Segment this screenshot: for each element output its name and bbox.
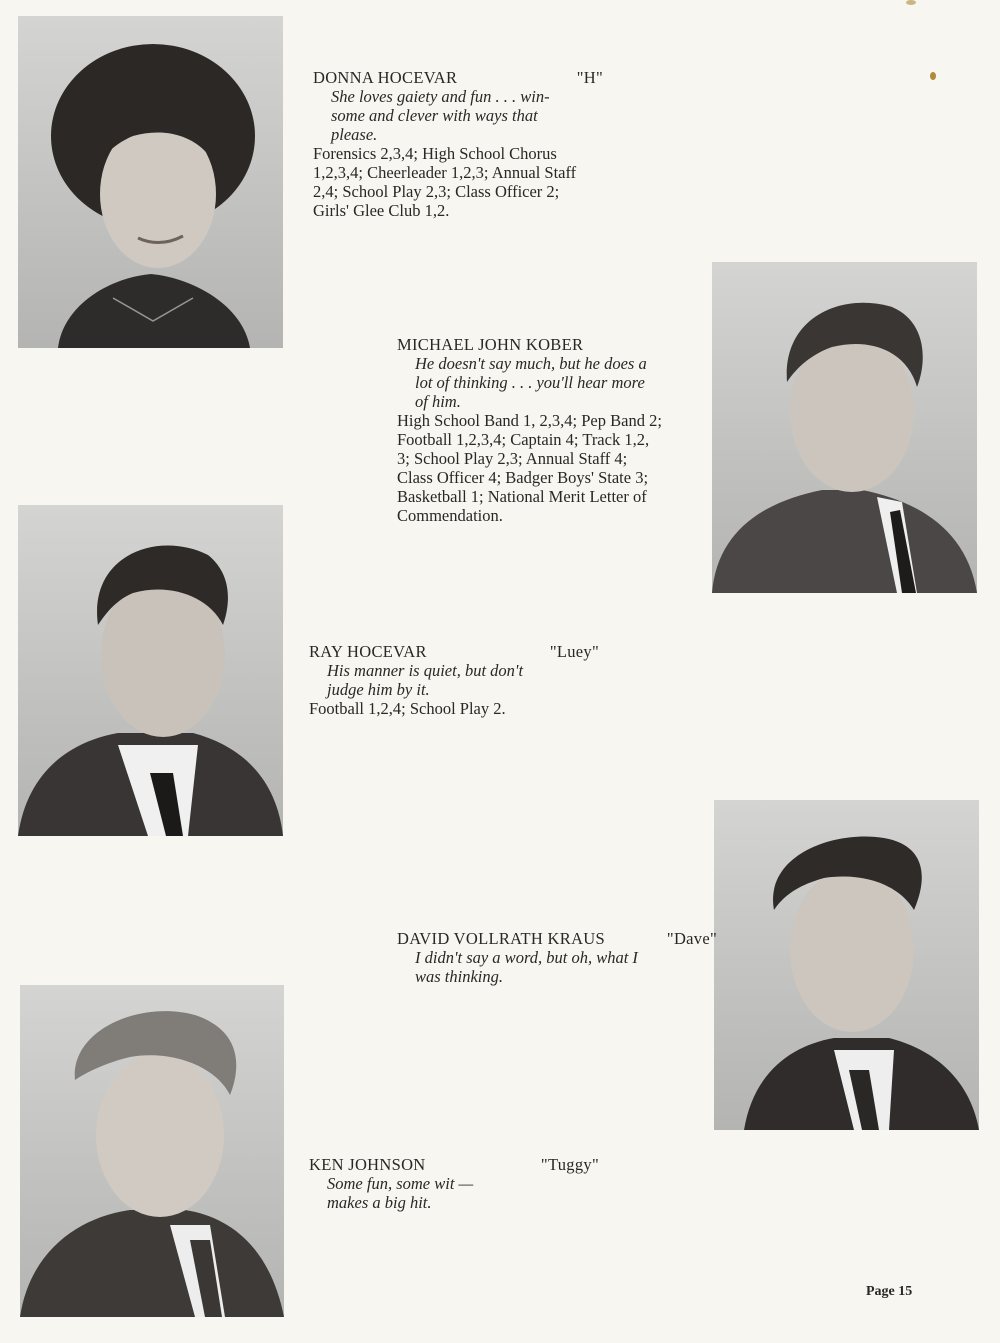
- portrait-michael-john-kober: [712, 262, 977, 593]
- paper-speck: [930, 72, 936, 80]
- student-activities: [313, 144, 603, 220]
- student-nickname: "Dave": [666, 929, 717, 948]
- motto-line: judge him by it.: [327, 680, 430, 699]
- portrait-david-vollrath-kraus: [714, 800, 979, 1130]
- student-activities: [309, 699, 599, 718]
- page-number: Page 15: [866, 1284, 913, 1299]
- name-line: [397, 335, 689, 354]
- activities-line: Class Officer 4; Badger Boys' State 3;: [397, 468, 649, 487]
- motto-line: She loves gaiety and fun . . . win-: [331, 87, 550, 106]
- motto-line: lot of thinking . . . you'll hear more: [415, 373, 645, 392]
- student-nickname: "H": [576, 68, 603, 87]
- activities-line: Forensics 2,3,4; High School Chorus: [313, 144, 557, 163]
- portrait-ray-hocevar: [18, 505, 283, 836]
- name-line: [313, 68, 603, 87]
- student-motto: [309, 661, 599, 699]
- activities-line: Football 1,2,3,4; Captain 4; Track 1,2,: [397, 430, 650, 449]
- motto-line: some and clever with ways that: [331, 106, 538, 125]
- activities-line: Football 1,2,4; School Play 2.: [309, 699, 506, 718]
- entry-david-vollrath-kraus: [397, 929, 717, 986]
- motto-line: Some fun, some wit —: [327, 1174, 474, 1193]
- motto-line: His manner is quiet, but don't: [327, 661, 524, 680]
- motto-line: of him.: [415, 392, 461, 411]
- student-motto: [397, 948, 717, 986]
- motto-line: please.: [331, 125, 378, 144]
- paper-speck: [906, 0, 916, 5]
- activities-line: 1,2,3,4; Cheerleader 1,2,3; Annual Staff: [313, 163, 577, 182]
- student-name: DONNA HOCEVAR: [313, 68, 458, 87]
- motto-line: makes a big hit.: [327, 1193, 432, 1212]
- entry-michael-john-kober: [397, 335, 689, 525]
- name-line: [309, 642, 599, 661]
- student-activities: [397, 411, 689, 525]
- student-nickname: "Luey": [549, 642, 599, 661]
- motto-line: He doesn't say much, but he does a: [415, 354, 647, 373]
- student-name: DAVID VOLLRATH KRAUS: [397, 929, 605, 948]
- activities-line: Basketball 1; National Merit Letter of: [397, 487, 647, 506]
- student-name: MICHAEL JOHN KOBER: [397, 335, 584, 354]
- portrait-ken-johnson: [20, 985, 284, 1317]
- student-motto: [313, 87, 603, 144]
- activities-line: Commendation.: [397, 506, 503, 525]
- entry-ray-hocevar: [309, 642, 599, 718]
- student-nickname: "Tuggy": [540, 1155, 599, 1174]
- activities-line: High School Band 1, 2,3,4; Pep Band 2;: [397, 411, 662, 430]
- student-name: RAY HOCEVAR: [309, 642, 427, 661]
- name-line: [397, 929, 717, 948]
- activities-line: 3; School Play 2,3; Annual Staff 4;: [397, 449, 628, 468]
- activities-line: Girls' Glee Club 1,2.: [313, 201, 450, 220]
- name-line: [309, 1155, 599, 1174]
- motto-line: was thinking.: [415, 967, 504, 986]
- portrait-donna-hocevar: [18, 16, 283, 348]
- student-motto: [397, 354, 689, 411]
- student-name: KEN JOHNSON: [309, 1155, 426, 1174]
- entry-ken-johnson: [309, 1155, 599, 1212]
- motto-line: I didn't say a word, but oh, what I: [415, 948, 638, 967]
- entry-donna-hocevar: [313, 68, 603, 220]
- student-motto: [309, 1174, 599, 1212]
- activities-line: 2,4; School Play 2,3; Class Officer 2;: [313, 182, 560, 201]
